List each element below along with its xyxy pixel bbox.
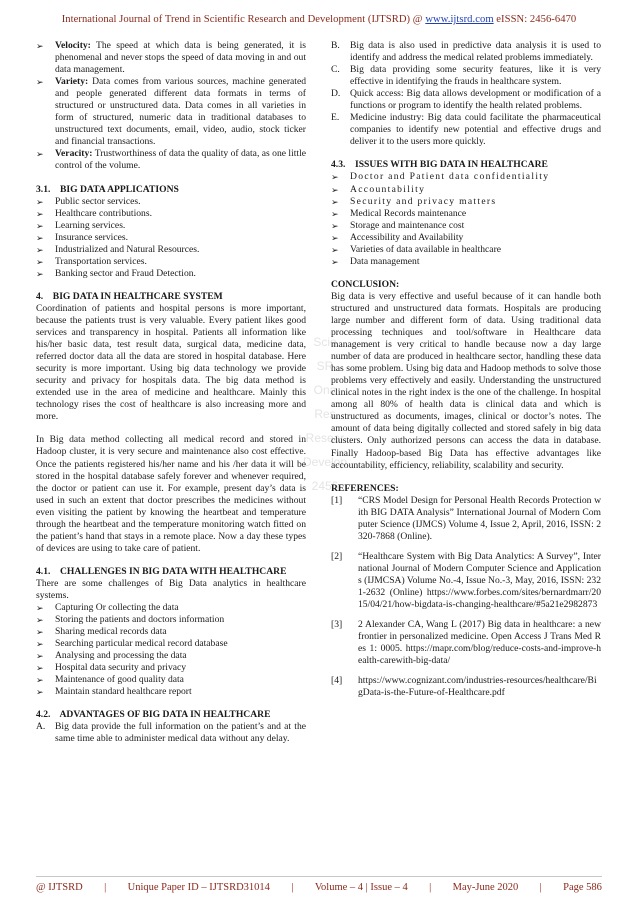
footer-separator: | [539,882,542,893]
list-item-text: Big data is also used in predictive data analysis it is used to identify and address the medical related problems immediately. [350,40,601,64]
list-item [36,208,306,220]
arrow-bullet-icon: ➢ [331,196,339,207]
footer-page: Page 586 [563,882,602,893]
watermark-line: SR [316,359,334,373]
list-item-text: Maintain standard healthcare report [55,686,192,698]
list-item-text: Capturing Or collecting the data [55,602,179,614]
list-item [36,614,306,626]
list-item [331,184,601,196]
footer-date: May-June 2020 [452,882,519,893]
arrow-bullet-icon: ➢ [331,244,339,255]
list-item-text: Healthcare contributions. [55,207,152,219]
list-item [331,88,601,112]
reference-number: [3] [331,619,343,631]
arrow-bullet-icon: ➢ [36,149,44,160]
arrow-bullet-icon: ➢ [331,208,339,219]
section-title: ISSUES WITH BIG DATA IN HEALTHCARE [354,159,548,171]
arrow-bullet-icon: ➢ [36,627,44,638]
watermark-line: Ona [313,383,337,397]
list-item-text: Accountability [350,183,426,195]
list-item-text: Hospital data security and privacy [55,662,187,674]
list-item [36,256,306,268]
list-item [331,112,601,148]
list-item [36,244,306,256]
reference-text: 2 Alexander CA, Wang L (2017) Big data in healthcare: a new frontier in personalized medicine. Open Access J Trans Med Res 1: 0005. https://mapr.com/blog/reduce-costs-and-improve-health-carewith-big-data/ [358,619,601,667]
reference-item [331,619,601,667]
list-item [36,638,306,650]
reference-text: https://www.cognizant.com/industries-resources/healthcare/BigData-is-the-Future-of-Healthcare.pdf [358,675,597,699]
section-title: BIG DATA APPLICATIONS [59,183,179,195]
list-item-text: Quick access: Big data allows development or modification of a functions or program to identify the health related problems. [350,88,601,112]
applications-list [36,196,306,280]
v-characteristics-list [36,40,306,173]
list-item [36,662,306,674]
item-letter: C. [331,64,340,76]
challenges-list [36,602,306,698]
section-number: 4.3. [331,159,346,171]
conclusion-heading: CONCLUSION: [331,278,400,290]
list-item-text: Medical Records maintenance [350,207,467,219]
arrow-bullet-icon: ➢ [36,232,44,243]
arrow-bullet-icon: ➢ [331,220,339,231]
list-item-text: Industrialized and Natural Resources. [55,243,200,255]
running-header [0,14,638,25]
list-item-text: Maintenance of good quality data [55,674,184,686]
advantages-list-start [36,721,306,745]
arrow-bullet-icon: ➢ [36,208,44,219]
footer-separator: | [291,882,294,893]
footer-paper-id: Unique Paper ID – IJTSRD31014 [127,882,270,893]
list-item [331,171,601,183]
reference-number: [4] [331,675,343,687]
list-item [331,232,601,244]
watermark-line: Scie [313,335,337,349]
left-column [36,40,306,746]
arrow-bullet-icon: ➢ [36,615,44,626]
issues-list [331,171,601,267]
list-item [331,244,601,256]
watermark-line: 2456 [311,479,339,493]
arrow-bullet-icon: ➢ [36,196,44,207]
list-item-text: Accessibility and Availability [350,231,464,243]
reference-item [331,551,601,611]
section-heading-3-1 [36,184,306,196]
reference-number: [1] [331,494,343,506]
reference-text: “Healthcare System with Big Data Analytics: A Survey”, International Journal of Modern Computer Science and Applications (IJMCSA) Volume No.-4, Issue No.-3, May, 2016, ISSN: 2321-2632 (Online) https://www.forbes.com/sites/bernardmarr/2015/04/21/how-bigdata-is-changing-healthcare/#5a21e2982873 [358,550,601,611]
list-item-text: Searching particular medical record database [55,638,228,650]
term: Veracity: [55,148,93,160]
item-letter: A. [36,721,46,733]
arrow-bullet-icon: ➢ [331,232,339,243]
journal-link[interactable]: www.ijtsrd.com [425,14,494,25]
right-column [331,40,601,707]
section-number: 4.1. [36,565,51,577]
reference-item [331,495,601,543]
list-item [331,220,601,232]
list-item-text: Varieties of data available in healthcare [350,243,502,255]
section-heading-4-1 [36,566,306,578]
advantages-list [331,40,601,148]
arrow-bullet-icon: ➢ [331,256,339,267]
section-title: ADVANTAGES OF BIG DATA IN HEALTHCARE [59,709,271,721]
list-item-text: Security and privacy matters [350,195,497,207]
section-heading-4 [36,291,306,303]
reference-text: “CRS Model Design for Personal Health Records Protection with BIG DATA Analysis” International Journal of Modern Computer Science (IJMCS) Volume 4, Issue 2, April, 2016, ISSN: 2320-7868 (Online). [358,494,601,542]
reference-number: [2] [331,550,343,562]
references-list [331,495,601,700]
term: Velocity: [55,40,91,51]
arrow-bullet-icon: ➢ [36,41,44,51]
definition: Trustworthiness of data the quality of data, as one little control of the volume. [55,148,306,172]
section-heading-4-3 [331,159,601,171]
section-title: CHALLENGES IN BIG DATA WITH HEALTHCARE [59,565,287,577]
watermark-line: Resear [305,431,345,445]
list-item [331,196,601,208]
list-item-text: Transportation services. [55,255,147,267]
arrow-bullet-icon: ➢ [36,268,44,279]
list-item-text: Storage and maintenance cost [350,219,465,231]
arrow-bullet-icon: ➢ [331,172,339,183]
paragraph: Coordination of patients and hospital persons is more important, because the patients trust is very valuable. Every patient likes good services and transparency in hospital. Patients all information like his/her basic data, test result data, surgical data, medicine data, referred doctor data all the data are stored in hospital database. Here security is more important. Using big data technology we provide security and privacy for hospitals data. The big data method is extended use in the area of medicine and healthcare. Mainly this technology rises the cost of healthcare is also increasing more and more. [36,302,306,423]
watermark-line: Res [314,407,336,421]
header-issn: eISSN: 2456-6470 [493,14,577,25]
list-item-text: Insurance services. [55,231,128,243]
arrow-bullet-icon: ➢ [36,675,44,686]
arrow-bullet-icon: ➢ [36,663,44,674]
arrow-bullet-icon: ➢ [36,256,44,267]
header-text: International Journal of Trend in Scientific Research and Development (IJTSRD) @ [61,14,426,25]
list-item [36,721,306,745]
footer-separator: | [429,882,432,893]
list-item-text: Storing the patients and doctors information [55,614,225,626]
list-item [36,148,306,172]
list-item [36,220,306,232]
list-item-text: Medicine industry: Big data could facilitate the pharmaceutical companies to identify new potential and effective drugs and deliver it to the users more quickly. [350,112,601,148]
list-item [36,626,306,638]
term: Variety: [55,76,89,88]
list-item [36,196,306,208]
list-item [36,674,306,686]
paragraph: In Big data method collecting all medical record and stored in Hadoop cluster, it is very secure and maintenance also cost effective. Once the patients registered his/her name and his /her data it will be stored in the hospital database safely forever and whenever required, the doctor or patient can use it. For example, present day’s data is used in such an extent that doctor prescribes the medicines without even visiting the patient by knowing the heartbeat and temperature through the heartbeat and the temperature monitoring watch fitted on the patient’s hand that stays in a remote place. Now a day these types of devices are using to take care of patient. [36,434,306,554]
list-item [36,650,306,662]
running-footer [36,882,602,893]
list-item [36,686,306,698]
list-item-text: Data management [350,255,420,267]
list-item [36,268,306,280]
arrow-bullet-icon: ➢ [36,220,44,231]
list-item-text: Public sector services. [55,195,141,207]
list-item [36,232,306,244]
references-heading: REFERENCES: [331,482,399,494]
item-letter: E. [331,112,340,124]
list-item-text: Analysing and processing the data [55,650,187,662]
arrow-bullet-icon: ➢ [36,651,44,662]
list-item [331,40,601,64]
list-item-text: Big data provide the full information on the patient’s and at the same time able to administer medical data without any delay. [55,721,306,745]
list-item-text: Sharing medical records data [55,626,167,638]
arrow-bullet-icon: ➢ [36,603,44,614]
list-item-text: Banking sector and Fraud Detection. [55,267,196,279]
definition: The speed at which data is being generated, it is phenomenal and never stops the speed of data moving in and out data management. [55,40,306,76]
paragraph: There are some challenges of Big Data analytics in healthcare systems. [36,577,306,601]
footer-divider [36,876,602,877]
item-letter: D. [331,88,341,100]
list-item [36,40,306,76]
list-item-text: Doctor and Patient data confidentiality [350,171,550,183]
section-heading-4-2 [36,709,306,721]
section-number: 3.1. [36,183,51,195]
list-item-text: Learning services. [55,219,126,231]
conclusion-paragraph: Big data is very effective and useful because of it can handle both structured and unstructured data formats. Hospitals are producing large number and different form of data. Using traditional data processing techniques and tool/software in Healthcare data management is very critical to handle because now a day large number of data are produced in healthcare sector, handling these data has some problem. Using big data and Hadoop methods to solve those problems very effectively and easily. Understanding the unstructured clinical notes in the right index is the one of the challenge. In hospital among all 80% of health data is clinical data and which is unstructured as documents, images, clinical or doctor’s notes. The amount of data being digitally collected and stored safely in big data clusters. Only authorized persons can access the data in database. Finally Hadoop-based Big Data has effective advantages like accountability, efficiency, reliability, scalability and security. [331,290,601,471]
list-item [331,64,601,88]
section-number: 4. [36,290,44,302]
reference-item [331,675,601,699]
arrow-bullet-icon: ➢ [36,639,44,650]
item-letter: B. [331,40,340,51]
arrow-bullet-icon: ➢ [36,77,44,88]
list-item [331,208,601,220]
footer-journal: @ IJTSRD [36,882,83,893]
footer-volume: Volume – 4 | Issue – 4 [314,882,408,893]
list-item-text: Big data providing some security features, like it is very effective in identifying the frauds in healthcare system. [350,64,601,88]
section-number: 4.2. [36,709,51,721]
definition: Data comes from various sources, machine generated and people generated different data formats in terms of structured or unstructured data. Data comes in all varieties in form of structured, numeric data in traditional databases to unstructured text documents, email, video, audio, stock ticker and financial transactions. [55,76,306,148]
watermark-line: Develop [302,455,348,469]
list-item [36,602,306,614]
arrow-bullet-icon: ➢ [331,184,339,195]
section-title: BIG DATA IN HEALTHCARE SYSTEM [52,290,223,302]
arrow-bullet-icon: ➢ [36,687,44,698]
footer-separator: | [104,882,107,893]
arrow-bullet-icon: ➢ [36,244,44,255]
list-item [331,256,601,268]
list-item [36,76,306,148]
